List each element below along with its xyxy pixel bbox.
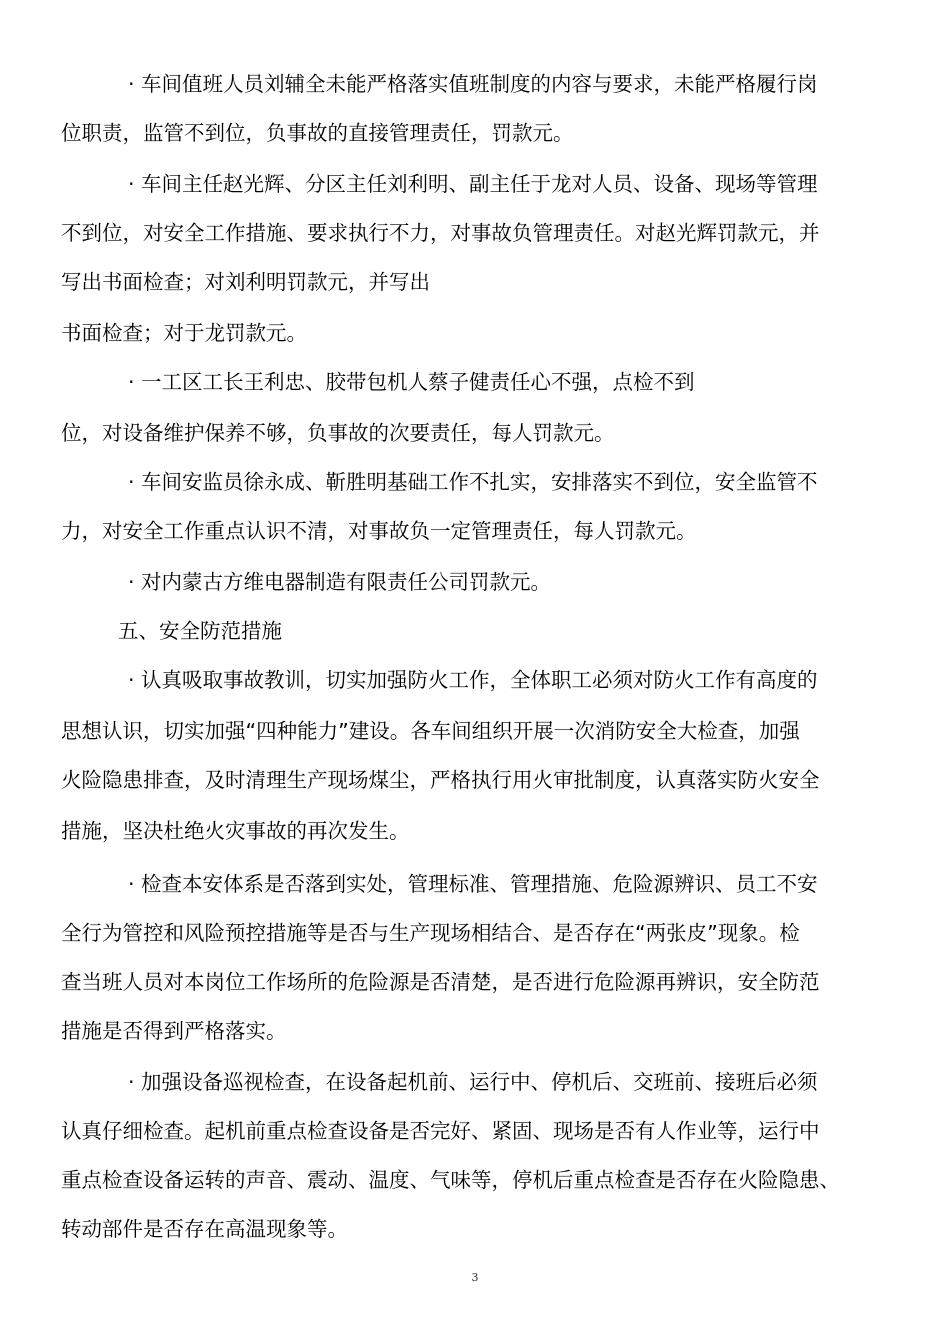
paragraph-line: · 认真吸取事故教训，切实加强防火工作，全体职工必须对防火工作有高度的 xyxy=(128,668,818,692)
paragraph-line: 措施，坚决杜绝火灾事故的再次发生。 xyxy=(61,819,410,843)
paragraph-line: · 检查本安体系是否落到实处，管理标准、管理措施、危险源辨识、员工不安 xyxy=(128,872,818,896)
paragraph-line: 思想认识，切实加强“四种能力”建设。各车间组织开展一次消防安全大检查，加强 xyxy=(61,719,800,743)
paragraph-line: 不到位，对安全工作措施、要求执行不力，对事故负管理责任。对赵光辉罚款元，并 xyxy=(61,221,820,245)
section-heading: 五、安全防范措施 xyxy=(118,619,282,643)
paragraph-line: 力，对安全工作重点认识不清，对事故负一定管理责任，每人罚款元。 xyxy=(61,519,697,543)
paragraph-line: 转动部件是否存在高温现象等。 xyxy=(61,1217,348,1241)
paragraph-line: 书面检查；对于龙罚款元。 xyxy=(61,321,307,345)
paragraph-line: 位，对设备维护保养不够，负事故的次要责任，每人罚款元。 xyxy=(61,421,615,445)
paragraph-line: 查当班人员对本岗位工作场所的危险源是否清楚，是否进行危险源再辨识，安全防范 xyxy=(61,970,820,994)
paragraph-line: 全行为管控和风险预控措施等是否与生产现场相结合、是否存在“两张皮”现象。检 xyxy=(61,921,800,945)
paragraph-line: · 车间安监员徐永成、靳胜明基础工作不扎实，安排落实不到位，安全监管不 xyxy=(128,470,818,494)
paragraph-line: 位职责，监管不到位，负事故的直接管理责任，罚款元。 xyxy=(61,121,574,145)
paragraph-line: · 一工区工长王利忠、胶带包机人蔡子健责任心不强，点检不到 xyxy=(128,370,695,394)
paragraph-line: 重点检查设备运转的声音、震动、温度、气味等，停机后重点检查是否存在火险隐患、 xyxy=(61,1168,840,1192)
paragraph-line: · 车间值班人员刘辅全未能严格落实值班制度的内容与要求，未能严格履行岗 xyxy=(128,72,818,96)
paragraph-line: · 车间主任赵光辉、分区主任刘利明、副主任于龙对人员、设备、现场等管理 xyxy=(128,172,818,196)
paragraph-line: · 加强设备巡视检查，在设备起机前、运行中、停机后、交班前、接班后必须 xyxy=(128,1070,818,1094)
page-number: 3 xyxy=(471,1271,479,1284)
paragraph-line: 认真仔细检查。起机前重点检查设备是否完好、紧固、现场是否有人作业等，运行中 xyxy=(61,1119,820,1143)
paragraph-line: · 对内蒙古方维电器制造有限责任公司罚款元。 xyxy=(128,570,552,594)
paragraph-line: 写出书面检查；对刘利明罚款元，并写出 xyxy=(61,270,430,294)
paragraph-line: 措施是否得到严格落实。 xyxy=(61,1019,287,1043)
paragraph-line: 火险隐患排查，及时清理生产现场煤尘，严格执行用火审批制度，认真落实防火安全 xyxy=(61,768,820,792)
